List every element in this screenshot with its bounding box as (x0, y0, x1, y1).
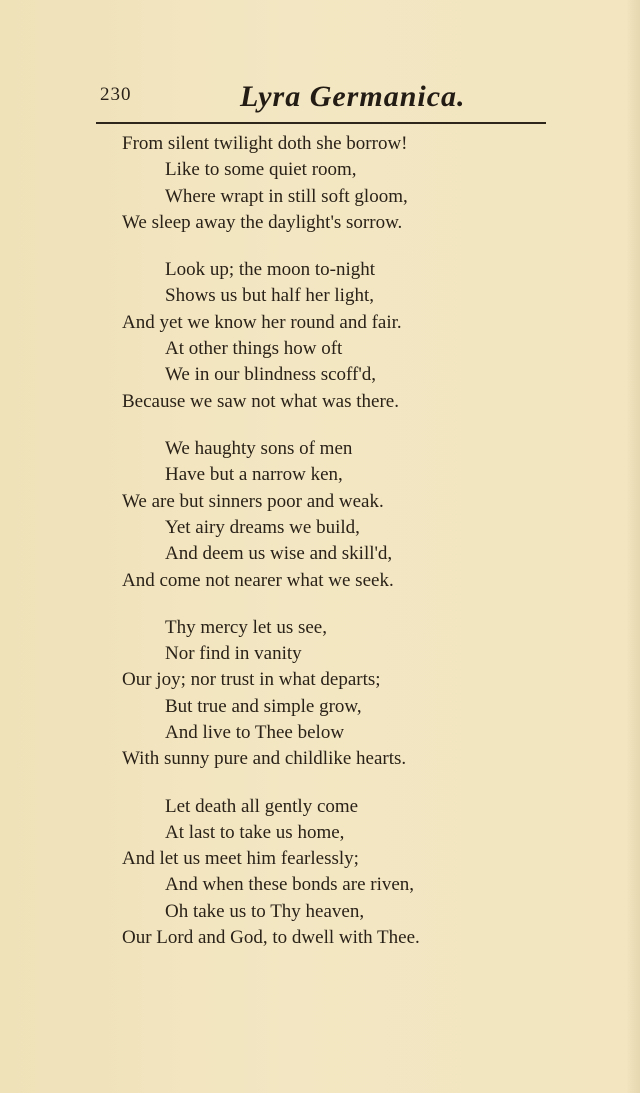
poem-line: Thy mercy let us see, (165, 616, 327, 638)
poem-line: Shows us but half her light, (165, 285, 374, 307)
page-header (100, 80, 546, 120)
poem-line: Nor find in vanity (165, 643, 302, 665)
poem-line: And when these bonds are riven, (165, 874, 415, 896)
poem-line: We are but sinners poor and weak. (122, 490, 384, 512)
poem-line: But true and simple grow, (165, 695, 362, 717)
poem-line: And let us meet him fearlessly; (122, 848, 359, 870)
page-edge-shadow (626, 0, 640, 1093)
poem-line: We haughty sons of men (165, 438, 353, 459)
poem-line: Oh take us to Thy heaven, (165, 900, 365, 922)
page-number: 230 (100, 84, 132, 105)
poem-line: Like to some quiet room, (165, 159, 357, 181)
poem-line: Where wrapt in still soft gloom, (165, 185, 408, 207)
poem-line: We in our blindness scoff'd, (165, 364, 377, 386)
poem-line: Have but a narrow ken, (165, 464, 343, 486)
poem-line: And yet we know her round and fair. (122, 311, 402, 333)
poem-line: Because we saw not what was there. (122, 390, 399, 412)
poem-line: Our Lord and God, to dwell with Thee. (122, 927, 420, 949)
poem-line: At last to take us home, (165, 821, 345, 843)
poem-line: With sunny pure and childlike hearts. (122, 748, 407, 770)
poem-line: And deem us wise and skill'd, (165, 543, 393, 565)
poem-line: We sleep away the daylight's sorrow. (122, 211, 403, 233)
poem-line: And live to Thee below (165, 721, 345, 743)
poem-line: And come not nearer what we seek. (122, 569, 394, 591)
poem-line: Let death all gently come (165, 795, 359, 817)
poem-line: Our joy; nor trust in what departs; (122, 669, 381, 691)
poem-line: Look up; the moon to-night (165, 259, 376, 281)
header-rule (96, 122, 546, 124)
poem-line: Yet airy dreams we build, (165, 516, 360, 538)
poem-line: At other things how oft (165, 338, 343, 360)
running-title: Lyra Germanica. (240, 80, 466, 113)
poem-line: From silent twilight doth she borrow! (122, 133, 408, 154)
